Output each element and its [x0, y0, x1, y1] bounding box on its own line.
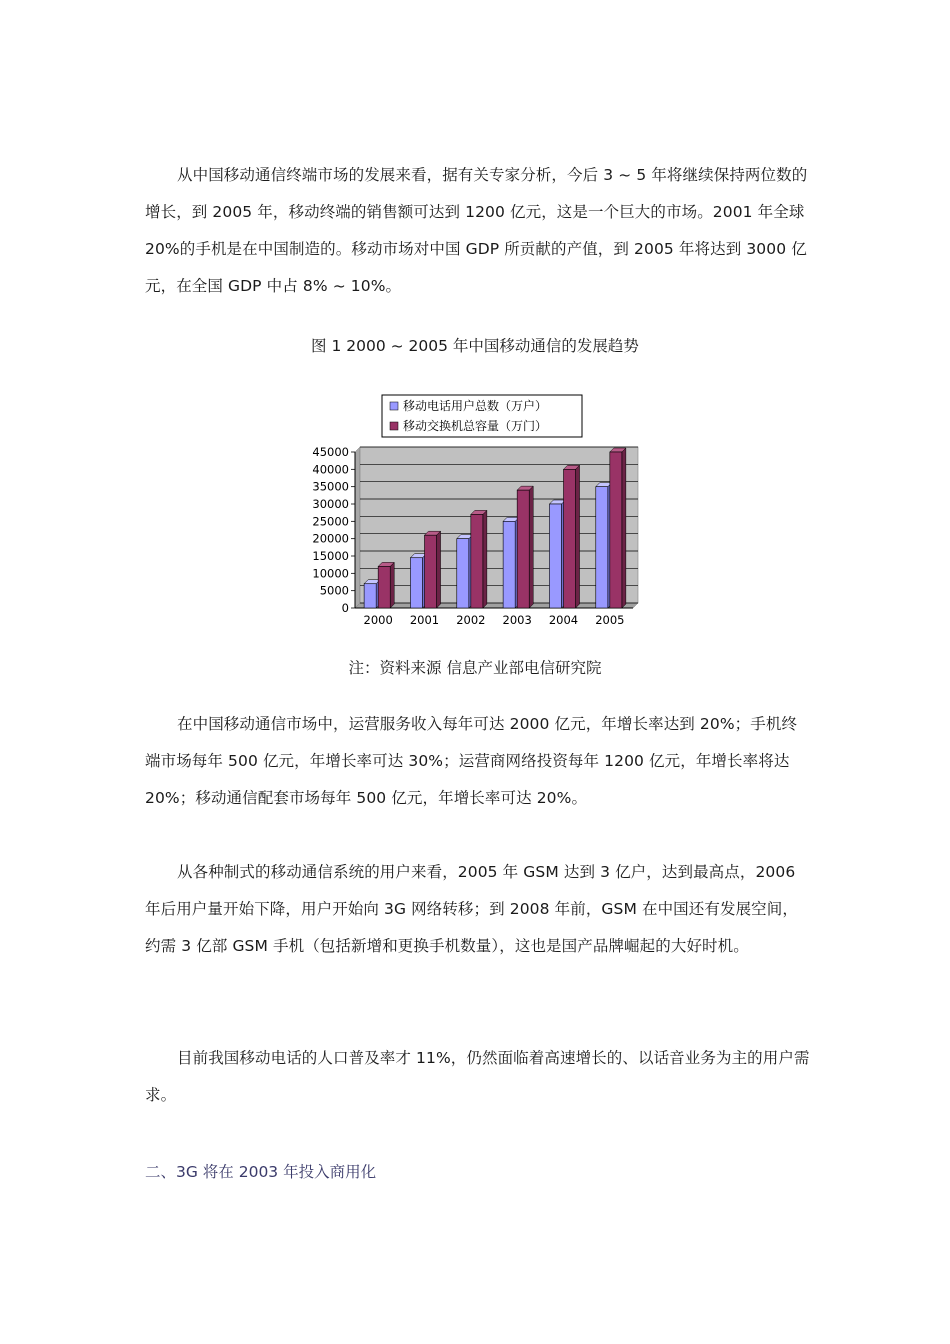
plot-side-wall	[355, 447, 360, 608]
paragraph-terminal-market: 从中国移动通信终端市场的发展来看，据有关专家分析，今后 3 ~ 5 年将继续保持两位数的增长，到 2005 年，移动终端的销售额可达到 1200 亿元，这是一个巨大的市场。2001 年全球 20%的手机是在中国制造的。移动市场对中国 GDP 所贡献的产值，到 2005 年将达到 3000 亿元，在全国 GDP 中占 8% ~ 10%。	[145, 166, 808, 295]
y-tick-label: 15000	[312, 549, 349, 563]
y-tick-label: 0	[341, 601, 349, 615]
bar-2004-series-1	[549, 504, 561, 608]
bar-side-2002-s2	[483, 510, 487, 608]
bar-2001-series-1	[410, 558, 422, 608]
x-tick-label: 2004	[548, 613, 579, 627]
section-heading: 二、3G 将在 2003 年投入商用化	[145, 1163, 377, 1181]
x-tick-label: 2000	[363, 613, 393, 627]
y-tick-label: 35000	[312, 479, 349, 494]
bar-2005-series-2	[610, 452, 622, 608]
bar-side-2000-s2	[390, 562, 394, 608]
figure-caption: 图 1 2000 ~ 2005 年中国移动通信的发展趋势	[311, 337, 639, 355]
bar-2000-series-1	[364, 584, 376, 608]
x-tick-label: 2002	[456, 613, 486, 627]
legend-swatch-series-1	[390, 402, 398, 410]
paragraph-penetration: 目前我国移动电话的人口普及率才 11%，仍然面临着高速增长的、以话音业务为主的用户需求。	[145, 1049, 810, 1104]
bar-2002-series-1	[457, 539, 469, 608]
bar-2004-series-2	[564, 469, 576, 608]
x-tick-label: 2005	[595, 613, 625, 627]
y-tick-label: 20000	[312, 531, 349, 546]
x-tick-label: 2001	[409, 613, 440, 627]
bar-side-2005-s2	[622, 448, 626, 608]
bar-2001-series-2	[425, 535, 437, 608]
chart-legend	[382, 395, 582, 437]
figure-note: 注：资料来源 信息产业部电信研究院	[348, 659, 602, 677]
y-tick-label: 5000	[319, 583, 349, 598]
legend-label-series-2: 移动交换机总容量（万门）	[403, 419, 548, 433]
bar-side-2001-s2	[437, 531, 441, 608]
bar-2005-series-1	[596, 487, 608, 608]
bar-chart	[300, 390, 650, 630]
legend-label-series-1: 移动电话用户总数（万户）	[403, 399, 548, 413]
y-tick-label: 45000	[312, 445, 349, 459]
y-tick-label: 25000	[312, 514, 349, 529]
paragraph-market-revenue: 在中国移动通信市场中，运营服务收入每年可达 2000 亿元，年增长率达到 20%；手机终端市场每年 500 亿元，年增长率可达 30%；运营商网络投资每年 1200 亿元，年增长率将达 20%；移动通信配套市场每年 500 亿元，年增长率可达 20%。	[145, 715, 798, 807]
paragraph-gsm-users: 从各种制式的移动通信系统的用户来看，2005 年 GSM 达到 3 亿户，达到最高点，2006 年后用户量开始下降，用户开始向 3G 网络转移；到 2008 年前，GSM 在中国还有发展空间，约需 3 亿部 GSM 手机（包括新增和更换手机数量），这也是国产品牌崛起的大好时机。	[145, 863, 798, 955]
bar-side-2003-s2	[529, 486, 533, 608]
y-tick-label: 30000	[312, 497, 349, 511]
bar-2003-series-2	[517, 490, 529, 608]
y-tick-label: 10000	[312, 566, 349, 581]
bar-2003-series-1	[503, 521, 515, 608]
chart-plot-area	[312, 445, 638, 627]
y-tick-label: 40000	[312, 462, 349, 477]
bar-2002-series-2	[471, 514, 483, 608]
chart-canvas	[300, 390, 650, 630]
x-tick-label: 2003	[502, 613, 532, 627]
legend-swatch-series-2	[390, 422, 398, 430]
bar-2000-series-2	[378, 566, 390, 608]
bar-side-2004-s2	[576, 465, 580, 608]
